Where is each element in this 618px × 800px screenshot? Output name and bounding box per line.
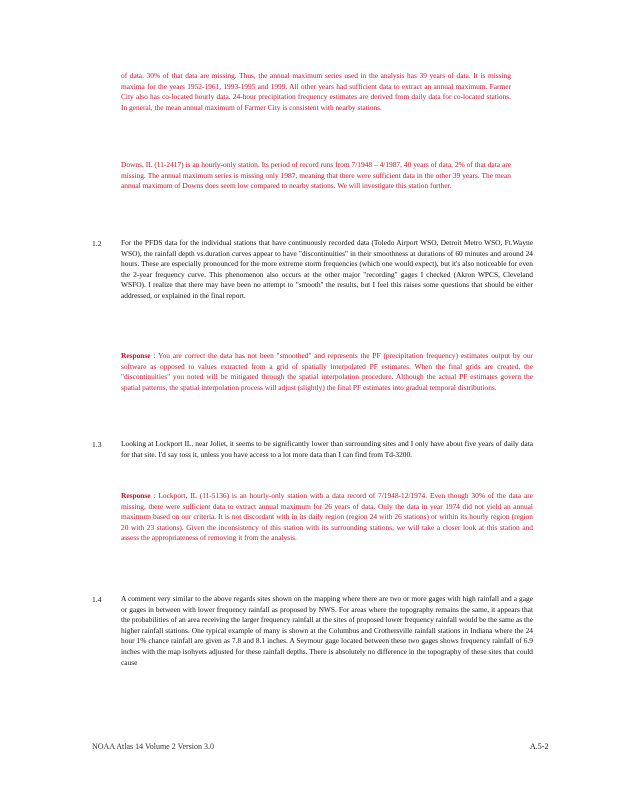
comment-number-1-4: 1.4 [92,595,102,604]
page-number: A.5-2 [530,742,549,751]
footer-title: NOAA Atlas 14 Volume 2 Version 3.0 [92,742,215,751]
comment-number-1-2: 1.2 [92,239,102,248]
paragraph-farmer-city: of data. 30% of that data are missing. Thus, the annual maximum series used in the analysis has 39 years of data. It is missing maxima for the years 1952-1961, 1993-1995 and 1999. All other years had sufficient data to extract an annual maximum. Farmer City also has co-located hourly data. 24-hour precipitation frequency estimates are derived from daily data for co-located stations. In general, the mean annual maximum of Farmer City is consistent with nearby stations. [121,71,511,112]
response-label: Response [121,351,151,360]
response-label: Response [121,491,151,500]
paragraph-downs: Downs, IL (11-2417) is an hourly-only station. Its period of record runs from 7/1948 – 4/1987, 40 years of data. 2% of that data are missing. The annual maximum series is missing only 1987, meaning that there were sufficient data in the other 39 years. The mean annual maximum of Downs does seem low compared to nearby stations. We will investigate this station further. [121,160,511,191]
comment-1-3: Looking at Lockport IL, near Joliet, it seems to be significantly lower than surrounding sites and I only have about five years of daily data for that site. I'd say toss it, unless you have access to a lot more data than I can find from Td-3200. [121,439,533,459]
comment-1-4: A comment very similar to the above regards sites shown on the mapping where there are two or more gages with high rainfall and a gage or gages in between with lower frequency rainfall as proposed by NWS. For areas where the topography remains the same, it appears that the probabilities of an area receiving the larger frequency rainfall at the sites of proposed lower frequency rainfall would be the same as the higher rainfall stations. One typical example of many is shown at the Columbus and Crothersville rainfall stations in Indiana where the 24 hour 1% chance rainfall are given as 7.8 and 8.1 inches. A Seymour gage located between these two gages shows frequency rainfall of 6.9 inches with the map isohyets adjusted for these rainfall depths. There is absolutely no difference in the topography of these sites that could cause [121,594,533,667]
response-1-3 [121,491,533,544]
response-text: : You are correct the data has not been "smoothed" and represents the PF (precipitation frequency) estimates output by our software as opposed to values extracted from a grid of spatially interpolated PF estimates. When the final grids are created, the "discontinuities" you noted will be mitigated through the spatial interpolation procedure. Although the actual PF estimates govern the spatial patterns, the spatial interpolation process will adjust (slightly) the final PF estimates into gradual temporal distributions. [121,351,533,392]
response-1-2 [121,351,533,393]
comment-1-2: For the PFDS data for the individual stations that have continuously recorded data (Toledo Airport WSO, Detroit Metro WSO, Ft.Wayne WSO), the rainfall depth vs.duration curves appear to have "discontinuities" in their smoothness at durations of 60 minutes and around 24 hours. These are especially pronounced for the more extreme storm frequencies (which one would expect), but it's also noticeable for even the 2-year frequency curve. This phenomenon also occurs at the other major "recording" gages I checked (Akron WPCS, Cleveland WSFO). I realize that there may have been no attempt to "smooth" the results, but I feel this raises some questions that should be either addressed, or explained in the final report. [121,238,533,300]
response-text: : Lockport, IL (11-5136) is an hourly-only station with a data record of 7/1948-12/1974. Even though 30% of the data are missing, there were sufficient data to extract annual maximum for 26 years of data. Only the data in year 1974 did not yield an annual maximum based on our criteria. It is not discordant with in its daily region (region 24 with 26 stations) or within its hourly region (region 20 with 23 stations). Given the inconsistency of this station with its surrounding stations, we will take a closer look at this station and assess the appropriateness of removing it from the analysis. [121,491,533,543]
comment-number-1-3: 1.3 [92,440,102,449]
